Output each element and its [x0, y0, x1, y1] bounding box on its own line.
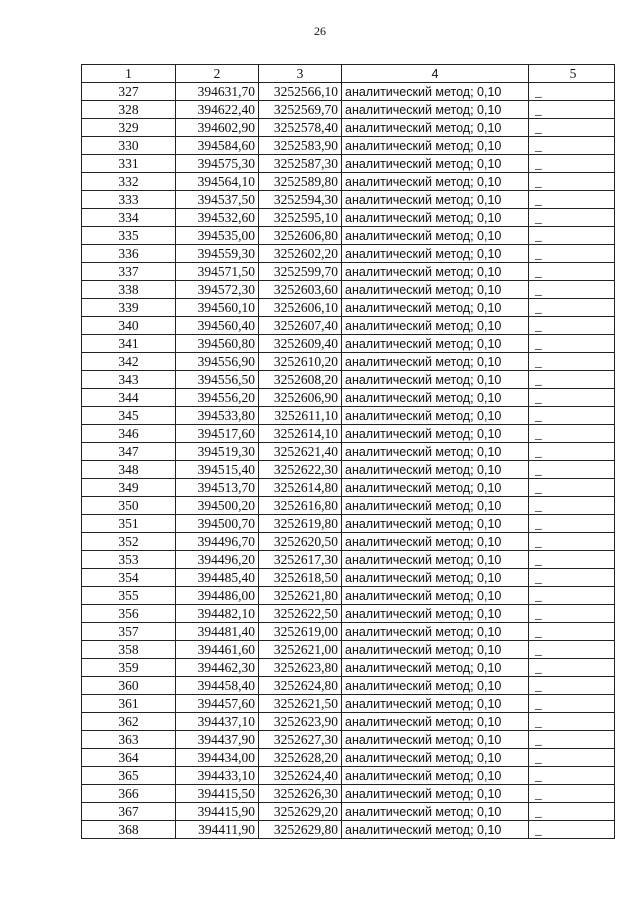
point-number-cell: 368 — [82, 821, 176, 839]
y-coordinate-cell: 3252606,10 — [259, 299, 342, 317]
point-number-cell: 341 — [82, 335, 176, 353]
table-row — [82, 155, 615, 173]
y-coordinate-cell: 3252610,20 — [259, 353, 342, 371]
method-accuracy-cell: аналитический метод; 0,10 — [342, 695, 529, 713]
note-cell: _ — [529, 605, 615, 623]
table-row — [82, 425, 615, 443]
point-number-cell: 367 — [82, 803, 176, 821]
y-coordinate-cell: 3252621,40 — [259, 443, 342, 461]
method-accuracy-cell: аналитический метод; 0,10 — [342, 407, 529, 425]
page-number: 26 — [314, 24, 326, 38]
method-accuracy-cell: аналитический метод; 0,10 — [342, 299, 529, 317]
note-cell: _ — [529, 371, 615, 389]
x-coordinate-cell: 394560,10 — [176, 299, 259, 317]
point-number-cell: 361 — [82, 695, 176, 713]
point-number-cell: 348 — [82, 461, 176, 479]
method-accuracy-cell: аналитический метод; 0,10 — [342, 551, 529, 569]
x-coordinate-cell: 394481,40 — [176, 623, 259, 641]
y-coordinate-cell: 3252599,70 — [259, 263, 342, 281]
note-cell: _ — [529, 335, 615, 353]
table-row — [82, 713, 615, 731]
y-coordinate-cell: 3252608,20 — [259, 371, 342, 389]
y-coordinate-cell: 3252595,10 — [259, 209, 342, 227]
note-cell: _ — [529, 803, 615, 821]
table-row — [82, 641, 615, 659]
table-row — [82, 119, 615, 137]
note-cell: _ — [529, 767, 615, 785]
point-number-cell: 366 — [82, 785, 176, 803]
x-coordinate-cell: 394560,40 — [176, 317, 259, 335]
x-coordinate-cell: 394433,10 — [176, 767, 259, 785]
table-row — [82, 587, 615, 605]
method-accuracy-cell: аналитический метод; 0,10 — [342, 227, 529, 245]
table-row — [82, 767, 615, 785]
x-coordinate-cell: 394434,00 — [176, 749, 259, 767]
y-coordinate-cell: 3252621,80 — [259, 587, 342, 605]
note-cell: _ — [529, 245, 615, 263]
table-row — [82, 263, 615, 281]
method-accuracy-cell: аналитический метод; 0,10 — [342, 137, 529, 155]
note-cell: _ — [529, 389, 615, 407]
table-header — [82, 65, 615, 83]
point-number-cell: 342 — [82, 353, 176, 371]
note-cell: _ — [529, 317, 615, 335]
table-row — [82, 515, 615, 533]
table-row — [82, 389, 615, 407]
method-accuracy-cell: аналитический метод; 0,10 — [342, 515, 529, 533]
x-coordinate-cell: 394533,80 — [176, 407, 259, 425]
note-cell: _ — [529, 785, 615, 803]
y-coordinate-cell: 3252621,00 — [259, 641, 342, 659]
method-accuracy-cell: аналитический метод; 0,10 — [342, 443, 529, 461]
method-accuracy-cell: аналитический метод; 0,10 — [342, 479, 529, 497]
x-coordinate-cell: 394571,50 — [176, 263, 259, 281]
table-row — [82, 137, 615, 155]
point-number-cell: 349 — [82, 479, 176, 497]
y-coordinate-cell: 3252578,40 — [259, 119, 342, 137]
method-accuracy-cell: аналитический метод; 0,10 — [342, 641, 529, 659]
note-cell: _ — [529, 551, 615, 569]
point-number-cell: 331 — [82, 155, 176, 173]
table-row — [82, 443, 615, 461]
y-coordinate-cell: 3252622,30 — [259, 461, 342, 479]
method-accuracy-cell: аналитический метод; 0,10 — [342, 83, 529, 101]
table-row — [82, 785, 615, 803]
note-cell: _ — [529, 677, 615, 695]
y-coordinate-cell: 3252629,80 — [259, 821, 342, 839]
method-accuracy-cell: аналитический метод; 0,10 — [342, 785, 529, 803]
y-coordinate-cell: 3252624,80 — [259, 677, 342, 695]
point-number-cell: 328 — [82, 101, 176, 119]
table-row — [82, 533, 615, 551]
x-coordinate-cell: 394584,60 — [176, 137, 259, 155]
x-coordinate-cell: 394564,10 — [176, 173, 259, 191]
x-coordinate-cell: 394556,90 — [176, 353, 259, 371]
table-row — [82, 281, 615, 299]
method-accuracy-cell: аналитический метод; 0,10 — [342, 353, 529, 371]
x-coordinate-cell: 394537,50 — [176, 191, 259, 209]
method-accuracy-cell: аналитический метод; 0,10 — [342, 605, 529, 623]
method-accuracy-cell: аналитический метод; 0,10 — [342, 263, 529, 281]
method-accuracy-cell: аналитический метод; 0,10 — [342, 749, 529, 767]
coordinates-table — [81, 64, 615, 839]
point-number-cell: 335 — [82, 227, 176, 245]
method-accuracy-cell: аналитический метод; 0,10 — [342, 191, 529, 209]
x-coordinate-cell: 394496,70 — [176, 533, 259, 551]
x-coordinate-cell: 394556,50 — [176, 371, 259, 389]
table-row — [82, 749, 615, 767]
point-number-cell: 364 — [82, 749, 176, 767]
point-number-cell: 346 — [82, 425, 176, 443]
y-coordinate-cell: 3252628,20 — [259, 749, 342, 767]
table-row — [82, 659, 615, 677]
method-accuracy-cell: аналитический метод; 0,10 — [342, 245, 529, 263]
x-coordinate-cell: 394415,90 — [176, 803, 259, 821]
x-coordinate-cell: 394437,10 — [176, 713, 259, 731]
point-number-cell: 357 — [82, 623, 176, 641]
y-coordinate-cell: 3252627,30 — [259, 731, 342, 749]
point-number-cell: 353 — [82, 551, 176, 569]
method-accuracy-cell: аналитический метод; 0,10 — [342, 335, 529, 353]
note-cell: _ — [529, 425, 615, 443]
y-coordinate-cell: 3252611,10 — [259, 407, 342, 425]
header-col-4: 4 — [342, 65, 529, 83]
y-coordinate-cell: 3252569,70 — [259, 101, 342, 119]
header-col-5: 5 — [529, 65, 615, 83]
x-coordinate-cell: 394559,30 — [176, 245, 259, 263]
method-accuracy-cell: аналитический метод; 0,10 — [342, 281, 529, 299]
point-number-cell: 362 — [82, 713, 176, 731]
method-accuracy-cell: аналитический метод; 0,10 — [342, 533, 529, 551]
method-accuracy-cell: аналитический метод; 0,10 — [342, 677, 529, 695]
method-accuracy-cell: аналитический метод; 0,10 — [342, 155, 529, 173]
point-number-cell: 363 — [82, 731, 176, 749]
note-cell: _ — [529, 155, 615, 173]
note-cell: _ — [529, 443, 615, 461]
method-accuracy-cell: аналитический метод; 0,10 — [342, 713, 529, 731]
table-row — [82, 407, 615, 425]
y-coordinate-cell: 3252614,80 — [259, 479, 342, 497]
point-number-cell: 332 — [82, 173, 176, 191]
table-row — [82, 551, 615, 569]
method-accuracy-cell: аналитический метод; 0,10 — [342, 389, 529, 407]
note-cell: _ — [529, 119, 615, 137]
y-coordinate-cell: 3252621,50 — [259, 695, 342, 713]
y-coordinate-cell: 3252607,40 — [259, 317, 342, 335]
point-number-cell: 347 — [82, 443, 176, 461]
point-number-cell: 352 — [82, 533, 176, 551]
y-coordinate-cell: 3252616,80 — [259, 497, 342, 515]
method-accuracy-cell: аналитический метод; 0,10 — [342, 659, 529, 677]
point-number-cell: 334 — [82, 209, 176, 227]
x-coordinate-cell: 394513,70 — [176, 479, 259, 497]
note-cell: _ — [529, 209, 615, 227]
y-coordinate-cell: 3252626,30 — [259, 785, 342, 803]
note-cell: _ — [529, 281, 615, 299]
x-coordinate-cell: 394461,60 — [176, 641, 259, 659]
method-accuracy-cell: аналитический метод; 0,10 — [342, 587, 529, 605]
note-cell: _ — [529, 569, 615, 587]
note-cell: _ — [529, 659, 615, 677]
note-cell: _ — [529, 263, 615, 281]
x-coordinate-cell: 394515,40 — [176, 461, 259, 479]
table-body — [82, 83, 615, 839]
note-cell: _ — [529, 749, 615, 767]
method-accuracy-cell: аналитический метод; 0,10 — [342, 623, 529, 641]
x-coordinate-cell: 394631,70 — [176, 83, 259, 101]
point-number-cell: 327 — [82, 83, 176, 101]
point-number-cell: 343 — [82, 371, 176, 389]
point-number-cell: 356 — [82, 605, 176, 623]
x-coordinate-cell: 394415,50 — [176, 785, 259, 803]
x-coordinate-cell: 394602,90 — [176, 119, 259, 137]
note-cell: _ — [529, 641, 615, 659]
x-coordinate-cell: 394519,30 — [176, 443, 259, 461]
note-cell: _ — [529, 533, 615, 551]
y-coordinate-cell: 3252619,80 — [259, 515, 342, 533]
point-number-cell: 359 — [82, 659, 176, 677]
method-accuracy-cell: аналитический метод; 0,10 — [342, 731, 529, 749]
y-coordinate-cell: 3252602,20 — [259, 245, 342, 263]
note-cell: _ — [529, 227, 615, 245]
point-number-cell: 351 — [82, 515, 176, 533]
x-coordinate-cell: 394462,30 — [176, 659, 259, 677]
table-row — [82, 461, 615, 479]
x-coordinate-cell: 394517,60 — [176, 425, 259, 443]
point-number-cell: 337 — [82, 263, 176, 281]
point-number-cell: 344 — [82, 389, 176, 407]
y-coordinate-cell: 3252619,00 — [259, 623, 342, 641]
method-accuracy-cell: аналитический метод; 0,10 — [342, 425, 529, 443]
note-cell: _ — [529, 695, 615, 713]
table-row — [82, 803, 615, 821]
x-coordinate-cell: 394458,40 — [176, 677, 259, 695]
x-coordinate-cell: 394556,20 — [176, 389, 259, 407]
y-coordinate-cell: 3252617,30 — [259, 551, 342, 569]
note-cell: _ — [529, 623, 615, 641]
x-coordinate-cell: 394572,30 — [176, 281, 259, 299]
note-cell: _ — [529, 587, 615, 605]
y-coordinate-cell: 3252623,90 — [259, 713, 342, 731]
table-row — [82, 209, 615, 227]
note-cell: _ — [529, 191, 615, 209]
y-coordinate-cell: 3252606,90 — [259, 389, 342, 407]
table-row — [82, 353, 615, 371]
table-row — [82, 173, 615, 191]
note-cell: _ — [529, 353, 615, 371]
table-row — [82, 623, 615, 641]
note-cell: _ — [529, 83, 615, 101]
y-coordinate-cell: 3252566,10 — [259, 83, 342, 101]
method-accuracy-cell: аналитический метод; 0,10 — [342, 569, 529, 587]
note-cell: _ — [529, 173, 615, 191]
note-cell: _ — [529, 461, 615, 479]
y-coordinate-cell: 3252624,40 — [259, 767, 342, 785]
table-row — [82, 569, 615, 587]
point-number-cell: 340 — [82, 317, 176, 335]
method-accuracy-cell: аналитический метод; 0,10 — [342, 317, 529, 335]
y-coordinate-cell: 3252594,30 — [259, 191, 342, 209]
note-cell: _ — [529, 137, 615, 155]
x-coordinate-cell: 394500,70 — [176, 515, 259, 533]
note-cell: _ — [529, 299, 615, 317]
y-coordinate-cell: 3252583,90 — [259, 137, 342, 155]
x-coordinate-cell: 394485,40 — [176, 569, 259, 587]
note-cell: _ — [529, 497, 615, 515]
x-coordinate-cell: 394496,20 — [176, 551, 259, 569]
x-coordinate-cell: 394575,30 — [176, 155, 259, 173]
y-coordinate-cell: 3252587,30 — [259, 155, 342, 173]
point-number-cell: 350 — [82, 497, 176, 515]
method-accuracy-cell: аналитический метод; 0,10 — [342, 371, 529, 389]
method-accuracy-cell: аналитический метод; 0,10 — [342, 767, 529, 785]
x-coordinate-cell: 394482,10 — [176, 605, 259, 623]
table-row — [82, 191, 615, 209]
header-col-1: 1 — [82, 65, 176, 83]
point-number-cell: 354 — [82, 569, 176, 587]
method-accuracy-cell: аналитический метод; 0,10 — [342, 803, 529, 821]
x-coordinate-cell: 394622,40 — [176, 101, 259, 119]
x-coordinate-cell: 394500,20 — [176, 497, 259, 515]
x-coordinate-cell: 394560,80 — [176, 335, 259, 353]
note-cell: _ — [529, 713, 615, 731]
x-coordinate-cell: 394486,00 — [176, 587, 259, 605]
y-coordinate-cell: 3252622,50 — [259, 605, 342, 623]
y-coordinate-cell: 3252603,60 — [259, 281, 342, 299]
method-accuracy-cell: аналитический метод; 0,10 — [342, 821, 529, 839]
note-cell: _ — [529, 515, 615, 533]
table-row — [82, 731, 615, 749]
table-row — [82, 101, 615, 119]
x-coordinate-cell: 394535,00 — [176, 227, 259, 245]
table-row — [82, 335, 615, 353]
note-cell: _ — [529, 407, 615, 425]
table-row — [82, 227, 615, 245]
table-row — [82, 821, 615, 839]
method-accuracy-cell: аналитический метод; 0,10 — [342, 209, 529, 227]
y-coordinate-cell: 3252614,10 — [259, 425, 342, 443]
point-number-cell: 333 — [82, 191, 176, 209]
table-row — [82, 605, 615, 623]
point-number-cell: 339 — [82, 299, 176, 317]
method-accuracy-cell: аналитический метод; 0,10 — [342, 119, 529, 137]
point-number-cell: 355 — [82, 587, 176, 605]
table-row — [82, 245, 615, 263]
note-cell: _ — [529, 731, 615, 749]
note-cell: _ — [529, 101, 615, 119]
method-accuracy-cell: аналитический метод; 0,10 — [342, 497, 529, 515]
point-number-cell: 336 — [82, 245, 176, 263]
table-row — [82, 497, 615, 515]
point-number-cell: 338 — [82, 281, 176, 299]
header-row — [82, 65, 615, 83]
note-cell: _ — [529, 821, 615, 839]
table-row — [82, 695, 615, 713]
y-coordinate-cell: 3252620,50 — [259, 533, 342, 551]
point-number-cell: 330 — [82, 137, 176, 155]
note-cell: _ — [529, 479, 615, 497]
y-coordinate-cell: 3252606,80 — [259, 227, 342, 245]
x-coordinate-cell: 394437,90 — [176, 731, 259, 749]
table-row — [82, 479, 615, 497]
y-coordinate-cell: 3252629,20 — [259, 803, 342, 821]
method-accuracy-cell: аналитический метод; 0,10 — [342, 101, 529, 119]
method-accuracy-cell: аналитический метод; 0,10 — [342, 173, 529, 191]
table-row — [82, 371, 615, 389]
point-number-cell: 365 — [82, 767, 176, 785]
point-number-cell: 358 — [82, 641, 176, 659]
point-number-cell: 329 — [82, 119, 176, 137]
y-coordinate-cell: 3252623,80 — [259, 659, 342, 677]
table-row — [82, 299, 615, 317]
table-row — [82, 677, 615, 695]
method-accuracy-cell: аналитический метод; 0,10 — [342, 461, 529, 479]
y-coordinate-cell: 3252609,40 — [259, 335, 342, 353]
header-col-3: 3 — [259, 65, 342, 83]
table-row — [82, 317, 615, 335]
y-coordinate-cell: 3252589,80 — [259, 173, 342, 191]
x-coordinate-cell: 394411,90 — [176, 821, 259, 839]
point-number-cell: 360 — [82, 677, 176, 695]
header-col-2: 2 — [176, 65, 259, 83]
x-coordinate-cell: 394457,60 — [176, 695, 259, 713]
y-coordinate-cell: 3252618,50 — [259, 569, 342, 587]
x-coordinate-cell: 394532,60 — [176, 209, 259, 227]
point-number-cell: 345 — [82, 407, 176, 425]
table-row — [82, 83, 615, 101]
